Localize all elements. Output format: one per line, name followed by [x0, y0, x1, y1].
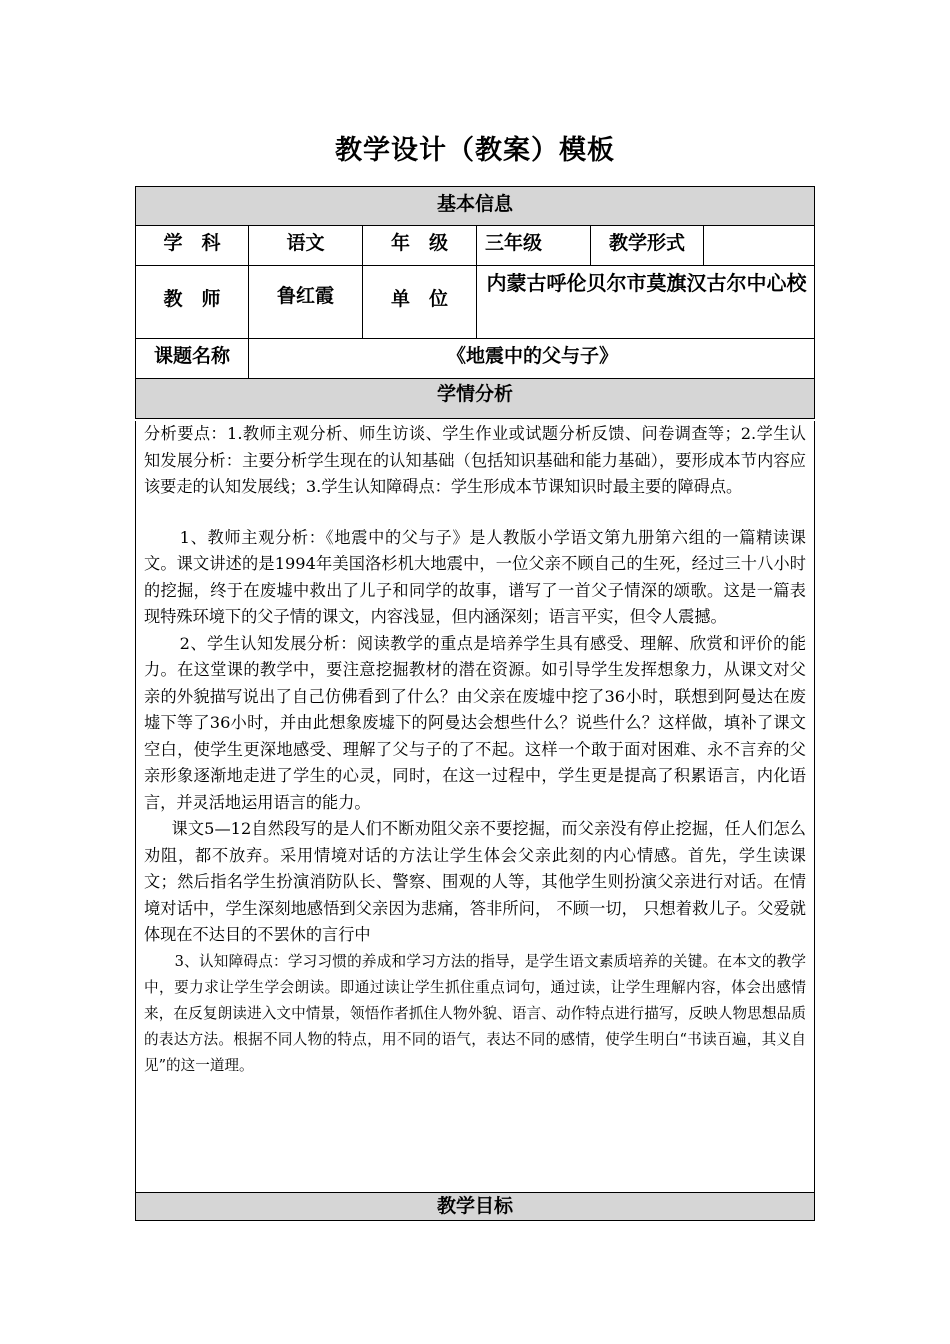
- teaching-form-value: [704, 226, 816, 265]
- analysis-paragraph-3: 课文5—12自然段写的是人们不断劝阻父亲不要挖掘，而父亲没有停止挖掘，任人们怎么劝阻，都不放弃。采用情境对话的方法让学生体会父亲此刻的内心情感。首先，学生读课文；然后指名学生扮演消防队长、警察、围观的人等，其他学生则扮演父亲进行对话。在情境对话中，学生深刻地感悟到父亲因为悲痛，答非所问， 不顾一切， 只想着救儿子。父爱就体现在不达目的不罢休的言行中: [144, 819, 806, 944]
- row-topic: [135, 339, 815, 379]
- teacher-value: 鲁红霞: [248, 266, 362, 338]
- unit-value: 内蒙古呼伦贝尔市莫旗汉古尔中心校: [476, 266, 816, 338]
- teaching-form-label: 教学形式: [590, 226, 704, 265]
- grade-label: 年 级: [362, 226, 476, 265]
- lesson-plan-table: [135, 186, 815, 1221]
- section-header-basic-info: 基本信息: [135, 186, 815, 226]
- subject-label: 学 科: [163, 232, 221, 254]
- analysis-paragraph-2: 2、学生认知发展分析：阅读教学的重点是培养学生具有感受、理解、欣赏和评价的能力。在这堂课的教学中，要注意挖掘教材的潜在资源。如引导学生发挥想象力，从课文对父亲的外貌描写说出了自己仿佛看到了什么？由父亲在废墟中挖了36小时，联想到阿曼达在废墟下等了36小时，并由此想象废墟下的阿曼达会想些什么？说些什么？这样做，填补了课文空白，使学生更深地感受、理解了父与子的了不起。这样一个敢于面对困难、永不言弃的父亲形象逐渐地走进了学生的心灵，同时，在这一过程中，学生更是提高了积累语言，内化语言，并灵活地运用语言的能力。: [144, 633, 806, 812]
- unit-label: 单 位: [362, 266, 476, 338]
- row-subject-grade-form: [135, 226, 815, 266]
- grade-value: 三年级: [476, 226, 590, 265]
- section-header-objectives: 教学目标: [135, 1193, 815, 1221]
- section-header-student-analysis: 学情分析: [135, 379, 815, 419]
- analysis-intro: 分析要点：1.教师主观分析、师生访谈、学生作业或试题分析反馈、问卷调查等；2.学生认知发展分析：主要分析学生现在的认知基础（包括知识基础和能力基础），要形成本节内容应该要走的认知发展线；3.学生认知障碍点：学生形成本节课知识时最主要的障碍点。: [144, 424, 806, 496]
- teacher-label: 教 师: [163, 288, 221, 310]
- student-analysis-body: [135, 421, 815, 1193]
- row-teacher-unit: [135, 266, 815, 339]
- analysis-paragraph-1: 1、教师主观分析：《地震中的父与子》是人教版小学语文第九册第六组的一篇精读课文。课文讲述的是1994年美国洛杉机大地震中，一位父亲不顾自己的生死，经过三十八小时的挖掘，终于在废墟中救出了儿子和同学的故事，谱写了一首父子情深的颂歌。这是一篇表现特殊环境下的父子情的课文，内容浅显，但内涵深刻；语言平实，但令人震撼。: [144, 527, 806, 626]
- topic-label: 课题名称: [153, 345, 230, 367]
- analysis-paragraph-4: 3、认知障碍点：学习习惯的养成和学习方法的指导，是学生语文素质培养的关键。在本文的教学中，要力求让学生学会朗读。即通过读让学生抓住重点词句，通过读，让学生理解内容，体会出感情来，在反复朗读进入文中情景，领悟作者抓住人物外貌、语言、动作特点进行描写，反映人物思想品质的表达方法。根据不同人物的特点，用不同的语气，表达不同的感情，使学生明白“书读百遍，其义自见”的这一道理。: [144, 952, 806, 1074]
- topic-value: 《地震中的父与子》: [248, 339, 816, 378]
- subject-value: 语文: [248, 226, 362, 265]
- page-title: 教学设计（教案）模板: [335, 135, 615, 166]
